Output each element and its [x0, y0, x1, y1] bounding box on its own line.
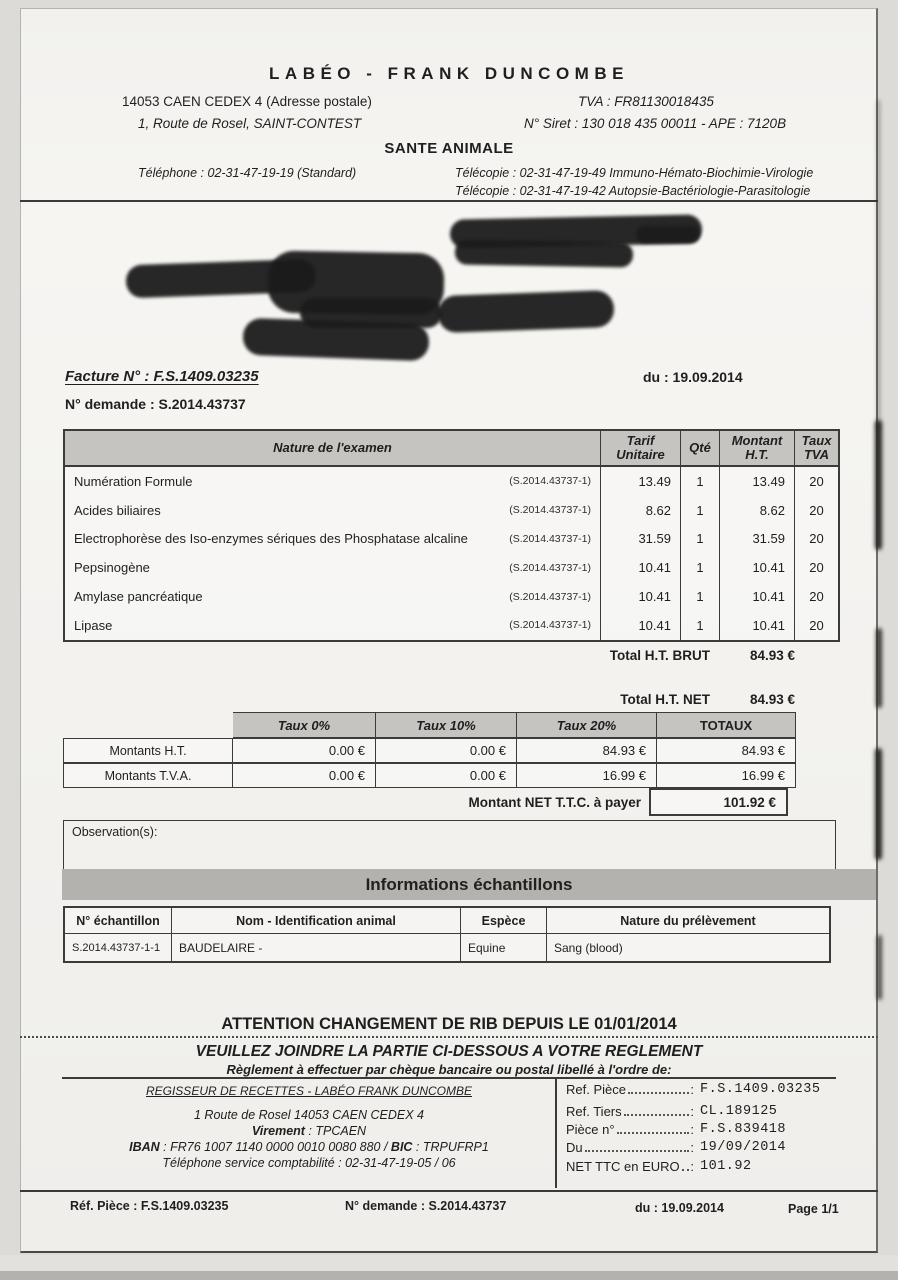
col-totaux: TOTAUX — [657, 712, 796, 738]
col-tarif: Tarif Unitaire — [601, 431, 681, 465]
col-nature: Nature de l'examen — [65, 431, 601, 465]
join-slip-notice: VEUILLEZ JOINDRE LA PARTIE CI-DESSOUS A VOTRE REGLEMENT — [195, 1043, 703, 1060]
col-species: Espèce — [461, 908, 547, 933]
col-montant: Montant H.T. — [720, 431, 795, 465]
exam-row: Numération Formule (S.2014.43737-1) 13.49 1 13.49 20 — [65, 467, 838, 496]
piece-number-row: Pièce n° : F.S.839418 — [566, 1122, 787, 1137]
department-title: SANTE ANIMALE — [384, 140, 514, 157]
fold-shadow — [876, 628, 882, 708]
col-sample-number: N° échantillon — [65, 908, 172, 933]
total-net-value: 84.93 € — [749, 692, 795, 707]
exam-table-header — [65, 431, 838, 467]
redaction-mark — [636, 226, 700, 243]
redaction-mark — [242, 318, 429, 361]
company-name: LABÉO - FRANK DUNCOMBE — [269, 64, 629, 83]
exam-row: Electrophorèse des Iso-enzymes sériques des Phosphatase alcaline (S.2014.43737-1) 31.59 1 31.59 20 — [65, 525, 838, 554]
payment-order-line: Règlement à effectuer par chèque bancaire ou postal libellé à l'ordre de: — [226, 1062, 672, 1077]
virement-line: Virement : TPCAEN — [251, 1124, 367, 1138]
samples-table-header — [65, 908, 829, 934]
exam-row: Acides biliaires (S.2014.43737-1) 8.62 1 8.62 20 — [65, 496, 838, 525]
footer-ref-piece: Réf. Pièce : F.S.1409.03235 — [70, 1199, 229, 1213]
request-number: N° demande : S.2014.43737 — [65, 396, 246, 412]
sample-row: S.2014.43737-1-1 BAUDELAIRE - Equine Sang (blood) — [65, 934, 829, 961]
slip-divider — [555, 1078, 557, 1188]
total-brut-label: Total H.T. BRUT — [609, 648, 710, 663]
exam-row: Pepsinogène (S.2014.43737-1) 10.41 1 10.41 20 — [65, 553, 838, 582]
iban-line: IBAN : FR76 1007 1140 0000 0010 0080 880 / BIC : TRPUFRP1 — [129, 1140, 489, 1154]
tax-table-header — [63, 712, 796, 738]
bic-label: BIC — [390, 1140, 413, 1154]
fold-shadow — [877, 100, 880, 430]
fax-line-1: Télécopie : 02-31-47-19-49 Immuno-Hémato-Biochimie-Virologie — [455, 166, 814, 180]
tax-table — [63, 712, 796, 816]
net-payable-label: Montant NET T.T.C. à payer — [468, 794, 641, 810]
footer-rule — [20, 1190, 878, 1192]
vat-number: TVA : FR81130018435 — [578, 94, 714, 109]
tax-row-ht: Montants H.T. 0.00 € 0.00 € 84.93 € 84.93 € — [63, 738, 796, 763]
ref-tiers-row: Ref. Tiers : CL.189125 — [566, 1104, 778, 1119]
net-ttc-row: NET TTC en EURO : 101.92 — [566, 1159, 752, 1174]
dotted-separator — [20, 1036, 878, 1038]
total-brut-value: 84.93 € — [749, 648, 795, 663]
col-taux-tva: Taux TVA — [801, 433, 832, 462]
redaction-mark — [455, 239, 633, 267]
rib-change-notice: ATTENTION CHANGEMENT DE RIB DEPUIS LE 01/01/2014 — [221, 1015, 677, 1033]
phone-line: Téléphone : 02-31-47-19-19 (Standard) — [138, 166, 357, 180]
redaction-mark — [437, 290, 614, 333]
footer-page-number: Page 1/1 — [788, 1202, 839, 1216]
total-net-label: Total H.T. NET — [620, 692, 710, 707]
col-taux10: Taux 10% — [376, 712, 517, 738]
col-taux20: Taux 20% — [517, 712, 657, 738]
payee-name: REGISSEUR DE RECETTES - LABÉO FRANK DUNCOMBE — [145, 1084, 473, 1098]
footer-date: du : 19.09.2014 — [635, 1201, 724, 1215]
iban-label: IBAN — [129, 1140, 160, 1154]
col-qte: Qté — [681, 431, 720, 465]
col-sample-nature: Nature du prélèvement — [620, 913, 756, 928]
fold-shadow — [875, 748, 882, 860]
exam-table — [63, 429, 840, 642]
scan-edge-light — [0, 1255, 898, 1271]
postal-address: 14053 CAEN CEDEX 4 (Adresse postale) — [122, 94, 372, 109]
payment-address: 1 Route de Rosel 14053 CAEN CEDEX 4 — [194, 1108, 424, 1122]
virement-label: Virement — [251, 1124, 305, 1138]
slip-top-rule — [62, 1077, 836, 1079]
invoice-date: du : 19.09.2014 — [643, 369, 743, 385]
accounting-phone: Téléphone service comptabilité : 02-31-47-19-05 / 06 — [162, 1156, 456, 1170]
tax-row-tva: Montants T.V.A. 0.00 € 0.00 € 16.99 € 16.99 € — [63, 763, 796, 788]
samples-table — [63, 906, 831, 963]
observations-label: Observation(s): — [72, 825, 158, 839]
net-payable-row — [63, 788, 796, 816]
fax-line-2: Télécopie : 02-31-47-19-42 Autopsie-Bactériologie-Parasitologie — [455, 184, 811, 198]
observations-box — [63, 820, 836, 870]
samples-banner — [62, 869, 876, 900]
invoice-number: Facture N° : F.S.1409.03235 — [65, 368, 259, 385]
header-rule — [20, 200, 878, 202]
col-animal-id: Nom - Identification animal — [172, 908, 461, 933]
samples-banner-title: Informations échantillons — [365, 874, 573, 894]
date-row: Du : 19/09/2014 — [566, 1140, 787, 1155]
net-payable-value: 101.92 € — [649, 788, 788, 816]
exam-row: Lipase (S.2014.43737-1) 10.41 1 10.41 20 — [65, 611, 838, 640]
col-taux0: Taux 0% — [233, 712, 376, 738]
fold-shadow — [875, 420, 882, 550]
footer-demande: N° demande : S.2014.43737 — [345, 1199, 507, 1213]
ref-piece-row: Ref. Pièce : F.S.1409.03235 — [566, 1082, 821, 1097]
scan-edge-dark — [0, 1271, 898, 1280]
exam-row: Amylase pancréatique (S.2014.43737-1) 10.41 1 10.41 20 — [65, 582, 838, 611]
street-address: 1, Route de Rosel, SAINT-CONTEST — [138, 116, 362, 131]
siret-number: N° Siret : 130 018 435 00011 - APE : 7120B — [524, 116, 787, 131]
fold-shadow — [877, 935, 882, 1000]
